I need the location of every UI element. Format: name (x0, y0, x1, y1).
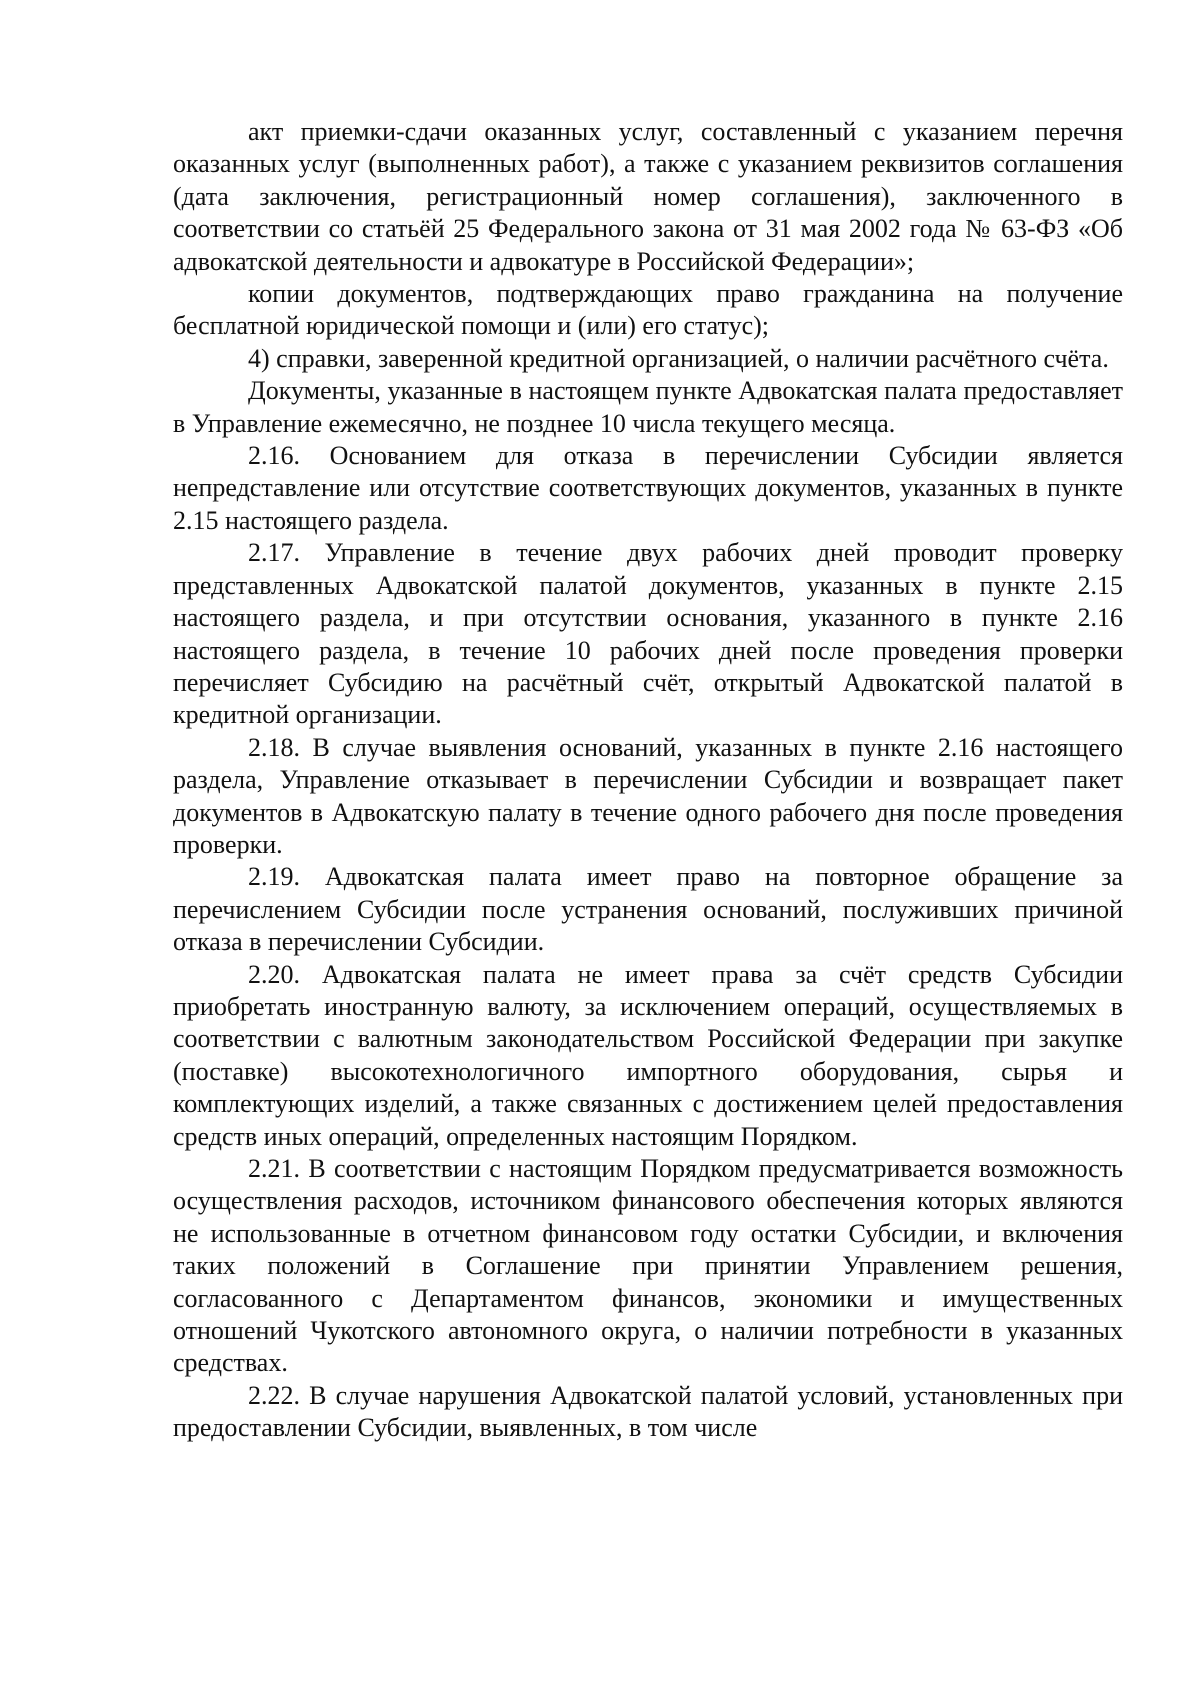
paragraph-2-20: 2.20. Адвокатская палата не имеет права за счёт средств Субсидии приобретать иностранную валюту, за исключением операций, осуществляемых в соответствии с валютным законодательством Российской Федерации при закупке (поставке) высокотехнологичного импортного оборудования, сырья и комплектующих изделий, а также связанных с достижением целей предоставления средств иных операций, определенных настоящим Порядком. (173, 959, 1123, 1151)
paragraph-2-19: 2.19. Адвокатская палата имеет право на повторное обращение за перечислением Субсидии после устранения оснований, послуживших причиной отказа в перечислении Субсидии. (173, 862, 1123, 957)
paragraph-documents-monthly: Документы, указанные в настоящем пункте Адвокатская палата предоставляет в Управление ежемесячно, не позднее 10 числа текущего месяца. (173, 376, 1123, 438)
document-body (173, 116, 1123, 1445)
paragraph-2-18: 2.18. В случае выявления оснований, указанных в пункте 2.16 настоящего раздела, Управление отказывает в перечислении Субсидии и возвращает пакет документов в Адвокатскую палату в течение одного рабочего дня после проведения проверки. (173, 732, 1123, 859)
paragraph-2-21: 2.21. В соответствии с настоящим Порядком предусматривается возможность осуществления расходов, источником финансового обеспечения которых являются не использованные в отчетном финансовом году остатки Субсидии, и включения таких положений в Соглашение при принятии Управлением решения, согласованного с Департаментом финансов, экономики и имущественных отношений Чукотского автономного округа, о наличии потребности в указанных средствах. (173, 1154, 1123, 1378)
paragraph-2-16: 2.16. Основанием для отказа в перечислении Субсидии является непредставление или отсутствие соответствующих документов, указанных в пункте 2.15 настоящего раздела. (173, 441, 1123, 535)
paragraph-act: акт приемки-сдачи оказанных услуг, составленный с указанием перечня оказанных услуг (выполненных работ), а также с указанием реквизитов соглашения (дата заключения, регистрационный номер соглашения), заключенного в соответствии со статьёй 25 Федерального закона от 31 мая 2002 года № 63-ФЗ «Об адвокатской деятельности и адвокатуре в Российской Федерации»; (173, 117, 1123, 276)
paragraph-2-22: 2.22. В случае нарушения Адвокатской палатой условий, установленных при предоставлении Субсидии, выявленных, в том числе (173, 1380, 1123, 1443)
paragraph-document-copies: копии документов, подтверждающих право гражданина на получение бесплатной юридической помощи и (или) его статус); (173, 279, 1123, 341)
paragraph-bank-certificate: 4) справки, заверенной кредитной организацией, о наличии расчётного счёта. (248, 343, 1109, 373)
paragraph-2-17: 2.17. Управление в течение двух рабочих дней проводит проверку представленных Адвокатской палатой документов, указанных в пункте 2.15 настоящего раздела, и при отсутствии основания, указанного в пункте 2.16 настоящего раздела, в течение 10 рабочих дней после проведения проверки перечисляет Субсидию на расчётный счёт, открытый Адвокатской палатой в кредитной организации. (173, 538, 1123, 730)
